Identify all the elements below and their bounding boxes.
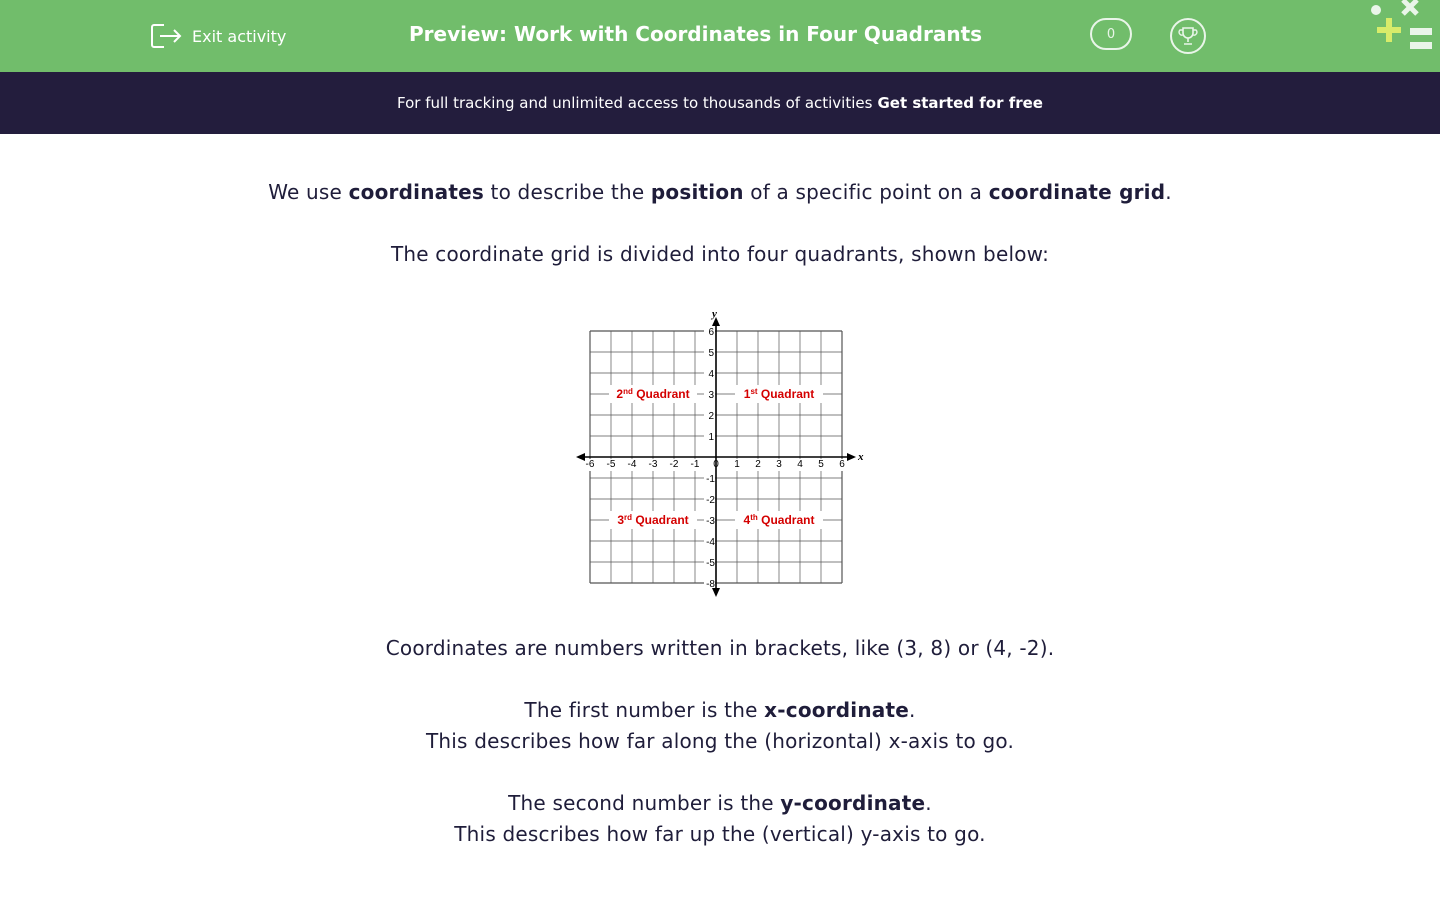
quadrant-number: 1 [743, 387, 751, 401]
quadrant-word: Quadrant [632, 387, 690, 401]
text-run: . [925, 791, 932, 815]
exit-label: Exit activity [192, 26, 287, 46]
x-coordinate-line [0, 698, 1440, 722]
quadrant-suffix: th [750, 513, 758, 522]
x-axis-arrow-left [576, 453, 585, 461]
x-tick-label: 3 [776, 459, 782, 470]
text-run: of a specific point on a [743, 180, 989, 204]
x-tick-label: 6 [839, 459, 845, 470]
y-coordinate-line [0, 791, 1440, 815]
text-run: . [1165, 180, 1172, 204]
y-tick-label: -8 [706, 579, 715, 590]
term-coordinates: coordinates [348, 180, 484, 204]
intro-paragraph [0, 180, 1440, 204]
top-bar [0, 0, 1440, 72]
quadrant-suffix: rd [624, 513, 633, 522]
y-tick-label: 1 [708, 432, 714, 443]
term-position: position [650, 180, 744, 204]
quadrants-intro: The coordinate grid is divided into four quadrants, shown below: [390, 242, 1050, 266]
y-tick-label: -4 [706, 537, 715, 548]
y-tick-label: 3 [708, 390, 714, 401]
y-tick-label: -5 [706, 558, 715, 569]
text-run: . [909, 698, 916, 722]
page-title: Preview: Work with Coordinates in Four Quadrants [409, 22, 983, 46]
quadrant-suffix: st [750, 387, 758, 396]
y-tick-label: 4 [708, 369, 714, 380]
x-tick-label: 1 [734, 459, 740, 470]
term-x-coordinate: x-coordinate [764, 698, 909, 722]
x-tick-label: -4 [627, 459, 637, 470]
x-tick-label: 2 [755, 459, 761, 470]
x-tick-label: -5 [606, 459, 616, 470]
trophy-button[interactable] [1170, 18, 1206, 54]
exit-activity-button[interactable] [150, 20, 286, 52]
y-tick-label: 6 [708, 327, 714, 338]
x-tick-label: 4 [797, 459, 803, 470]
text-run: We use [268, 180, 349, 204]
quadrant-word: Quadrant [757, 513, 815, 527]
x-tick-label: -2 [669, 459, 679, 470]
x-axis-description: This describes how far along the (horizontal) x-axis to go. [425, 729, 1015, 753]
quadrant-word: Quadrant [757, 387, 815, 401]
y-tick-label: -2 [706, 495, 715, 506]
quadrant-number: 2 [616, 387, 624, 401]
quadrant-word: Quadrant [632, 513, 689, 527]
quadrant-number: 4 [743, 513, 751, 527]
brand-logo [1366, 0, 1440, 60]
y-tick-label: -1 [706, 474, 715, 485]
x-tick-label: -1 [690, 459, 700, 470]
quadrant-suffix: nd [623, 387, 633, 396]
x-axis-label: x [858, 451, 864, 463]
x-axis-arrow-right [847, 453, 856, 461]
x-tick-label: 0 [713, 459, 719, 470]
term-y-coordinate: y-coordinate [780, 791, 926, 815]
y-tick-label: -3 [706, 516, 715, 527]
brackets-paragraph: Coordinates are numbers written in brackets, like (3, 8) or (4, -2). [385, 636, 1055, 660]
y-tick-label: 2 [708, 411, 714, 422]
exit-icon [150, 22, 182, 50]
quadrant-number: 3 [617, 513, 625, 527]
coordinate-grid [570, 300, 870, 600]
y-axis-description: This describes how far up the (vertical) y-axis to go. [454, 822, 986, 846]
get-started-link[interactable]: Get started for free [877, 94, 1043, 112]
x-tick-label: 5 [818, 459, 824, 470]
trophy-icon [1177, 25, 1199, 47]
x-tick-label: -6 [585, 459, 595, 470]
upgrade-banner [0, 72, 1440, 134]
coordinate-grid-figure [570, 300, 870, 600]
x-tick-label: -3 [648, 459, 658, 470]
term-coordinate-grid: coordinate grid [988, 180, 1166, 204]
score-badge: 0 [1090, 18, 1132, 50]
y-tick-label: 5 [708, 348, 714, 359]
text-run: The first number is the [524, 698, 765, 722]
text-run: to describe the [483, 180, 651, 204]
banner-text: For full tracking and unlimited access to thousands of activities [397, 94, 873, 112]
text-run: The second number is the [508, 791, 781, 815]
y-axis-label: y [712, 308, 717, 320]
